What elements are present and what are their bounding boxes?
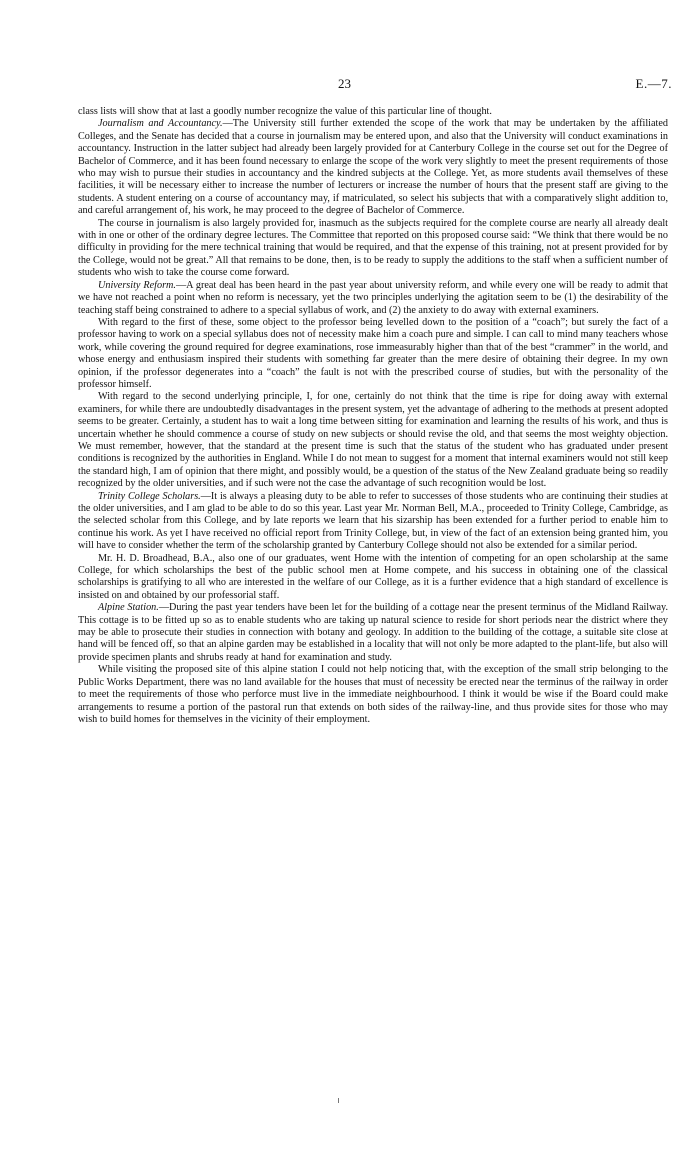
page-number: 23 (338, 76, 351, 91)
paragraph-alpine-site (78, 664, 668, 726)
paragraph-second-principle (78, 391, 668, 490)
document-reference: E.—7. (635, 76, 672, 91)
paragraph-text: —A great deal has been heard in the past year about university reform, and while every one will be ready to admit that we have not reached a point when no reform is necessary, yet the two principles underlying the agitation seem to be (1) the desirability of the teaching staff being constrained to adhere to a special syllabus of work, and (2) the anxiety to do away with external examiners. (78, 279, 668, 316)
paragraph-journalism-course (78, 218, 668, 280)
paragraph-text: class lists will show that at last a goodly number recognize the value of this particular line of thought. (78, 106, 492, 117)
paragraph-trinity-scholars (78, 491, 668, 553)
paragraph-text: —During the past year tenders have been let for the building of a cottage near the present terminus of the Midland Railway. This cottage is to be fitted up so as to enable students who are taking up natural science to reside for short periods near the district where they may be able to prosecute their studies in connection with botany and geology. In addition to the building of the cottage, a suitable site close at hand will be fenced off, so that an alpine garden may be established in a locality that will not only be more adapted to the plant-life, but also will provide specimen plants and shrubs ready at hand for examination and study. (78, 602, 668, 663)
paragraph-university-reform (78, 280, 668, 317)
section-heading: Journalism and Accountancy. (98, 118, 223, 130)
paragraph-journalism-accountancy (78, 118, 668, 217)
section-heading: University Reform. (98, 279, 176, 291)
report-body (78, 106, 668, 726)
paragraph-alpine-station (78, 602, 668, 664)
paragraph-text: While visiting the proposed site of this alpine station I could not help noticing that, with the exception of the small strip belonging to the Public Works Department, there was no land available for the houses that must of necessity be erected near the terminus of the railway in order to meet the requirements of those who perforce must live in the immediate neighbourhood. I think it would be wise if the Board could make arrangements to resume a portion of the pastoral run that extends on both sides of the railway-line, and thus provide sites for those who may wish to build homes for themselves in the vicinity of their employment. (78, 664, 668, 725)
paragraph-text: The course in journalism is also largely provided for, inasmuch as the subjects required for the complete course are nearly all already dealt with in one or other of the ordinary degree lectures. The Committee that reported on this proposed course said: “We think that there would be no difficulty in providing for the mere technical training that would be required, and that the expense of this training, not at present provided for by the College, would not be great.” All that remains to be done, then, is to be ready to supply the additions to the staff when a sufficient number of students who wish to take the course come forward. (78, 217, 668, 279)
section-heading: Trinity College Scholars. (98, 490, 201, 502)
footer-mark (338, 1098, 339, 1103)
paragraph-first-principle (78, 317, 668, 391)
paragraph-broadhead (78, 553, 668, 603)
section-heading: Alpine Station. (98, 602, 159, 614)
page-header (0, 76, 700, 94)
paragraph-text: —It is always a pleasing duty to be able to refer to successes of those students who are continuing their studies at the older universities, and I am glad to be able to do so this year. Last year Mr. Norman Bell, M.A., proceeded to Trinity College, Cambridge, as the selected scholar from this College, and by late reports we learn that his sizarship has been extended for a further period to enable him to continue his work. As yet I have received no official report from Trinity College, but, in view of the fact of an extension being granted him, you will have to consider whether the term of the scholarship granted by Canterbury College should not also be extended for a similar period. (78, 490, 668, 552)
paragraph-continuation (78, 106, 668, 118)
paragraph-text: —The University still further extended the scope of the work that may be undertaken by the affiliated Colleges, and the Senate has decided that a course in journalism may be entered upon, and also that the University will conduct examinations in accountancy. Instruction in the latter subject had already been largely provided for at Canterbury College in the course set out for the Degree of Bachelor of Commerce, and it has been found necessary to enlarge the scope of the work very slightly to meet the present requirements of those who may wish to pursue their studies in accountancy and the kindred subjects at the College. Yet, as more students avail themselves of these facilities, it will be necessary either to increase the number of lecturers or increase the number of hours that the present staff are giving to the students. A student entering on a course of accountancy may, if matriculated, so select his subjects that with a comparatively slight addition to, and careful arrangement of, his work, he may proceed to the degree of Bachelor of Commerce. (78, 118, 668, 217)
paragraph-text: With regard to the first of these, some object to the professor being levelled down to the position of a “coach”; but surely the fact of a professor having to work on a special syllabus does not of necessity make him a coach pure and simple. I can call to mind many teachers whose work, while covering the ground required for degree examinations, rose immeasurably higher than that of the best “crammer” in the world, and whose energy and enthusiasm inspired their students with something far greater than the mere desire of obtaining their degree. In my own opinion, if the professor degenerates into a “coach” the fault is not with the prescribed course of studies, but with the personality of the professor himself. (78, 316, 668, 390)
paragraph-text: Mr. H. D. Broadhead, B.A., also one of our graduates, went Home with the intention of competing for an open scholarship at the same College, for which scholarships the best of the public school men at Home compete, and his success in obtaining one of the classical scholarships is gratifying to all who are interested in the welfare of our College, as it is a further evidence that a high standard of excellence is insisted on and obtained by our professorial staff. (78, 552, 668, 601)
paragraph-text: With regard to the second underlying principle, I, for one, certainly do not think that the time is ripe for doing away with external examiners, for while there are undoubtedly disadvantages in the present system, yet the advantage of adhering to the methods at present adopted seems to be greater. Certainly, a student has to wait a long time between sitting for examination and learning the results of his work, and thus is uncertain whether he should commence a course of study on new subjects or should revise the old, and that seems the most weighty objection. We must remember, however, that the standard at the present time is such that the status of the student who has graduated under present conditions is recognized by the authorities in England. While I do not mean to suggest for a moment that internal examiners would not still keep the standard high, I am of opinion that there might, and possibly would, be a question of the status of the New Zealand graduate being so readily recognized by the older universities, and if such were not the case the advantage of such recognition would be lost. (78, 391, 668, 490)
